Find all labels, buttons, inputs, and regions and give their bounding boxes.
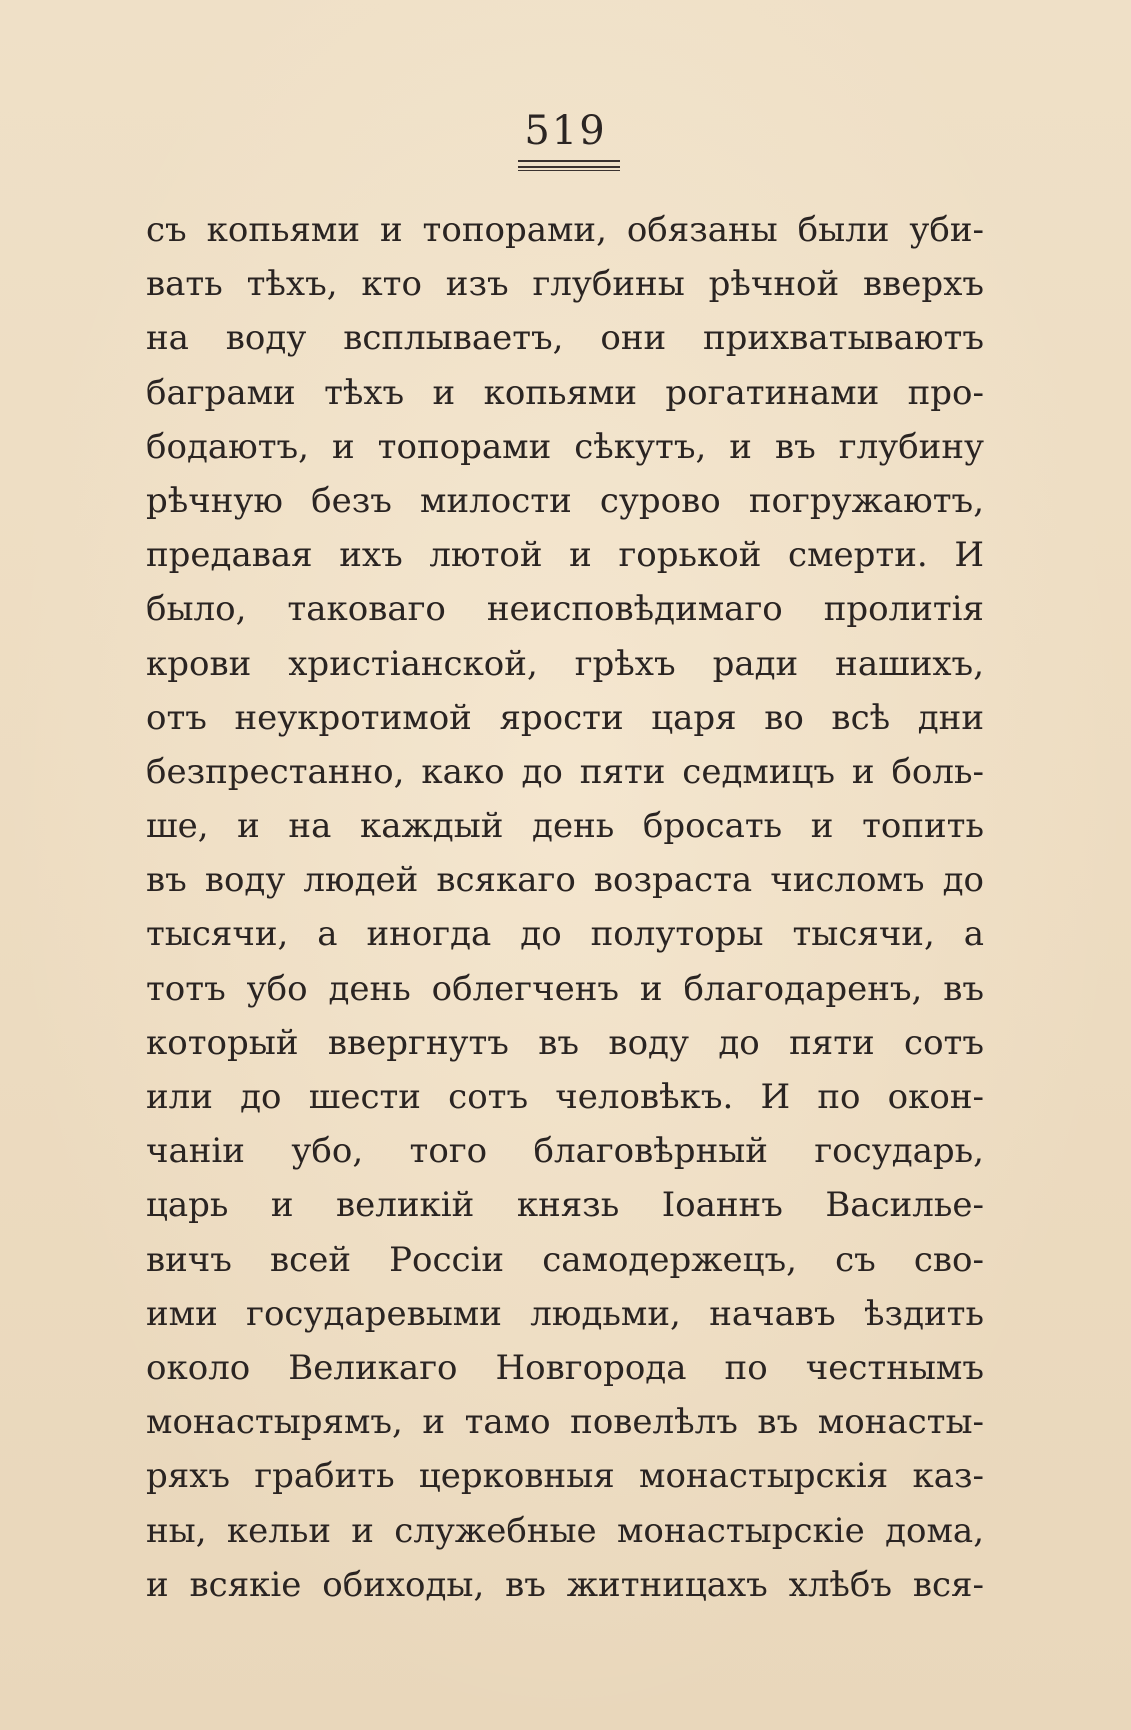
text-line: безпрестанно, како до пяти седмицъ и боль- <box>146 751 984 792</box>
text-line: тысячи, а иногда до полуторы тысячи, а <box>146 914 984 955</box>
text-line: чаніи убо, того благовѣрный государь, <box>146 1131 984 1172</box>
text-line: тотъ убо день облегченъ и благодаренъ, въ <box>146 968 984 1009</box>
page-number-rule <box>518 166 620 168</box>
text-line: въ воду людей всякаго возраста числомъ до <box>146 860 984 901</box>
text-line: или до шести сотъ человѣкъ. И по окон- <box>146 1077 984 1117</box>
text-line: на воду всплываетъ, они прихватываютъ <box>146 318 984 359</box>
text-line: бодаютъ, и топорами сѣкутъ, и въ глубину <box>146 426 984 467</box>
text-line: ряхъ грабить церковныя монастырскія каз- <box>146 1456 984 1497</box>
page-number: 519 <box>524 108 607 154</box>
text-line: царь и великій князь Іоаннъ Василье- <box>146 1185 984 1226</box>
text-line: вать тѣхъ, кто изъ глубины рѣчной вверхъ <box>146 264 984 305</box>
text-line: который ввергнутъ въ воду до пяти сотъ <box>146 1022 984 1063</box>
text-line: предавая ихъ лютой и горькой смерти. И <box>146 535 984 576</box>
page-number-rule <box>518 160 620 162</box>
text-line: крови христіанской, грѣхъ ради нашихъ, <box>146 643 984 684</box>
text-line: ше, и на каждый день бросать и топить <box>146 806 984 847</box>
text-line: вичъ всей Россіи самодержецъ, съ сво- <box>146 1239 984 1280</box>
text-line: отъ неукротимой ярости царя во всѣ дни <box>146 697 984 738</box>
text-line: рѣчную безъ милости сурово погружаютъ, <box>146 480 984 521</box>
text-line: было, таковаго неисповѣдимаго пролитія <box>146 589 984 630</box>
text-line: около Великаго Новгорода по честнымъ <box>146 1347 984 1388</box>
text-line: ны, кельи и служебные монастырскіе дома, <box>146 1510 984 1551</box>
text-line: и всякіе обиходы, въ житницахъ хлѣбъ вся- <box>146 1564 984 1605</box>
page-number-rule <box>518 170 620 171</box>
text-line: съ копьями и топорами, обязаны были уби- <box>146 210 984 250</box>
text-line: ими государевыми людьми, начавъ ѣздить <box>146 1293 984 1334</box>
text-line: монастырямъ, и тамо повелѣлъ въ монасты- <box>146 1402 984 1443</box>
text-line: баграми тѣхъ и копьями рогатинами про- <box>146 372 984 413</box>
body-text <box>146 203 984 1612</box>
